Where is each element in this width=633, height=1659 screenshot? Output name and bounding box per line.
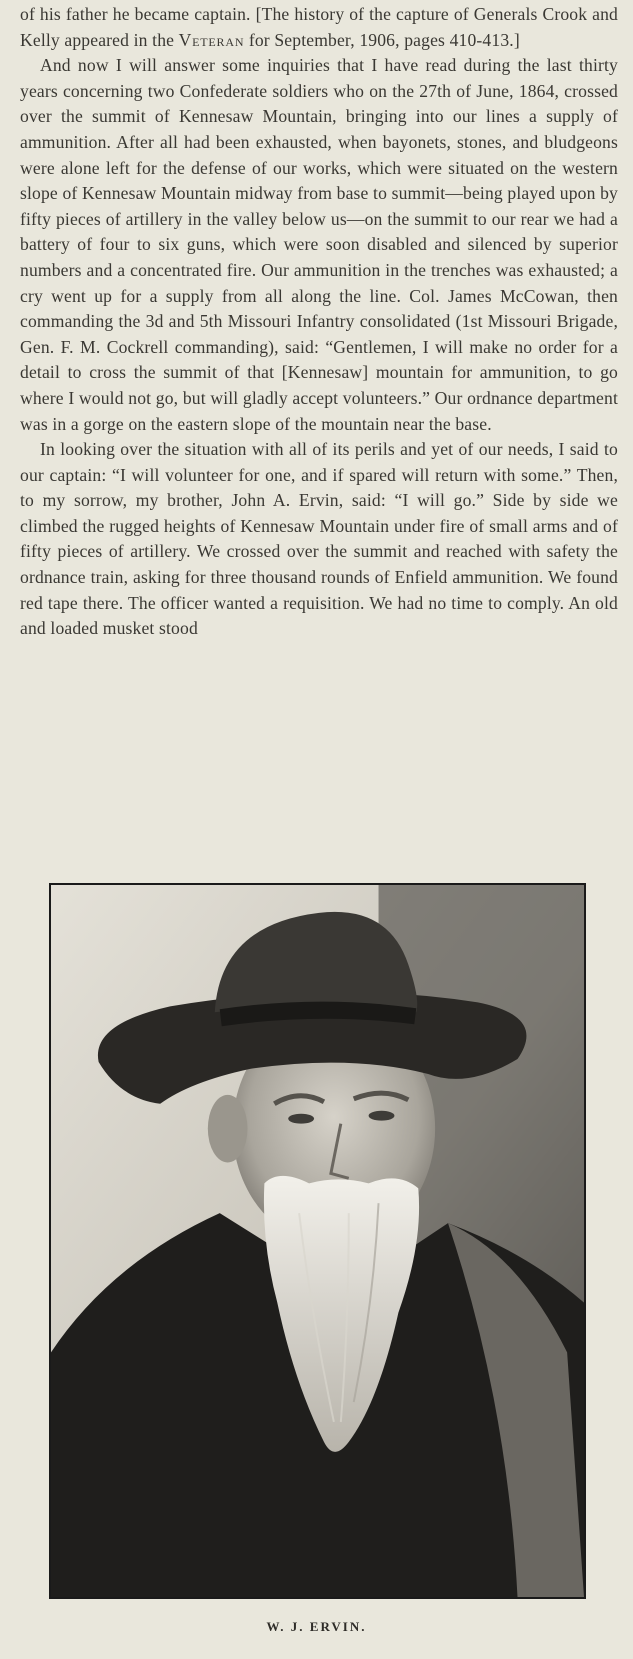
portrait-photo — [49, 883, 586, 1599]
paragraph-3: In looking over the situation with all of its perils and yet of our needs, I said to our captain: “I will volunteer for one, and if spared will return with some.” Then, to my sorrow, my brother, John A. Ervin, said: “I will go.” Side by side we climbed the rugged heights of Kennesaw Mountain under fire of small arms and of fifty pieces of artillery. We crossed over the summit and reached with safety the ordnance train, asking for three thousand rounds of Enfield ammunition. We found red tape there. The officer wanted a requisition. We had no time to comply. An old and loaded musket stood — [20, 439, 618, 639]
paragraph-1 — [20, 2, 618, 53]
paragraph-2: And now I will answer some inquiries that I have read during the last thirty years concerning two Confederate soldiers who on the 27th of June, 1864, crossed over the summit of Kennesaw Mountain, bringing into our lines a supply of ammunition. After all had been exhausted, when bayonets, stones, and bludgeons were alone left for the defense of our works, which were situated on the western slope of Kennesaw Mountain midway from base to summit—being played upon by fifty pieces of artillery in the valley below us—on the summit to our rear we had a battery of four to six guns, which were soon disabled and silenced by superior numbers and a concentrated fire. Our ammunition in the trenches was exhausted; a cry went up for a supply from all along the line. Col. James McCowan, then commanding the 3d and 5th Missouri Infantry consolidated (1st Missouri Brigade, Gen. F. M. Cockrell commanding), said: “Gentlemen, I will make no order for a detail to cross the summit of that [Kennesaw] mountain for ammunition, to go where I would not go, but will gladly accept volunteers.” Our ordnance department was in a gorge on the eastern slope of the mountain near the base. — [20, 55, 618, 434]
article-text — [20, 2, 618, 642]
left-eye — [288, 1114, 314, 1124]
portrait-illustration — [51, 885, 584, 1597]
photo-caption: W. J. ERVIN. — [266, 1619, 367, 1634]
paragraph-1-text-a: of his father he became captain. [The history of the capture of Generals Crook and Kelly appeared in the — [20, 4, 618, 50]
paragraph-1-text-b: for September, 1906, pages 410-413.] — [244, 29, 520, 50]
right-eye — [369, 1111, 395, 1121]
veteran-reference: Veteran — [178, 29, 245, 50]
ear — [208, 1095, 248, 1163]
